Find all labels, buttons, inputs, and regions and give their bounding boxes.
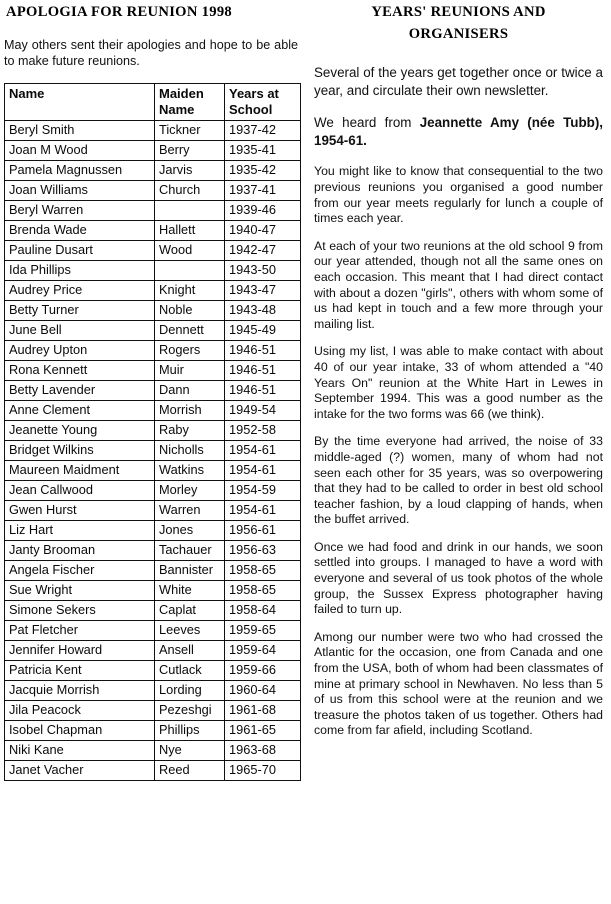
cell-maiden-name: Tickner — [155, 121, 225, 141]
story-paragraph: Among our number were two who had crossed the Atlantic for the occasion, one from Canada and one from the USA, both of whom had been classmates of mine at primary school in Newhaven. No less than 5 of us from this school were at the reunion and we treasure the photos taken of us together. Others had come from far afield, including Scotland. — [314, 629, 603, 738]
cell-name: Bridget Wilkins — [5, 441, 155, 461]
reunions-heading-line1: YEARS' REUNIONS AND — [371, 4, 546, 20]
column-header-maiden-line2: Name — [159, 102, 195, 118]
apologia-table-body — [5, 121, 301, 781]
cell-name: Audrey Price — [5, 281, 155, 301]
table-row — [5, 261, 301, 281]
cell-maiden-name: Leeves — [155, 621, 225, 641]
right-column — [306, 0, 611, 751]
cell-years-at-school: 1954-59 — [225, 481, 301, 501]
table-row — [5, 321, 301, 341]
cell-years-at-school: 1943-47 — [225, 281, 301, 301]
cell-maiden-name: Ansell — [155, 641, 225, 661]
cell-maiden-name: Hallett — [155, 221, 225, 241]
table-row — [5, 681, 301, 701]
story-paragraph: At each of your two reunions at the old school 9 from our year attended, though not all the same ones on each occasion. This meant that I had direct contact with about a dozen "girls", others with whom some of us had kept in touch and a few more through your mailing list. — [314, 238, 603, 331]
cell-maiden-name: Morley — [155, 481, 225, 501]
table-row — [5, 601, 301, 621]
cell-years-at-school: 1940-47 — [225, 221, 301, 241]
cell-maiden-name: Jones — [155, 521, 225, 541]
cell-name: Jeanette Young — [5, 421, 155, 441]
cell-name: Niki Kane — [5, 741, 155, 761]
cell-years-at-school: 1965-70 — [225, 761, 301, 781]
table-row — [5, 381, 301, 401]
table-row — [5, 161, 301, 181]
cell-years-at-school: 1952-58 — [225, 421, 301, 441]
cell-years-at-school: 1963-68 — [225, 741, 301, 761]
table-row — [5, 241, 301, 261]
table-row — [5, 201, 301, 221]
cell-maiden-name: Nye — [155, 741, 225, 761]
column-header-name: Name — [5, 84, 155, 121]
reunions-heading-line2: ORGANISERS — [408, 25, 509, 42]
table-row — [5, 121, 301, 141]
cell-years-at-school: 1959-65 — [225, 621, 301, 641]
table-row — [5, 761, 301, 781]
table-row — [5, 501, 301, 521]
cell-maiden-name: Berry — [155, 141, 225, 161]
column-header-years-at-school — [225, 84, 301, 121]
cell-maiden-name: Raby — [155, 421, 225, 441]
cell-maiden-name: Cutlack — [155, 661, 225, 681]
cell-years-at-school: 1939-46 — [225, 201, 301, 221]
table-row — [5, 721, 301, 741]
cell-name: Pat Fletcher — [5, 621, 155, 641]
cell-name: Angela Fischer — [5, 561, 155, 581]
table-row — [5, 521, 301, 541]
cell-maiden-name: Dann — [155, 381, 225, 401]
cell-years-at-school: 1943-50 — [225, 261, 301, 281]
cell-name: Gwen Hurst — [5, 501, 155, 521]
cell-maiden-name: Warren — [155, 501, 225, 521]
cell-name: Brenda Wade — [5, 221, 155, 241]
story-paragraph: Using my list, I was able to make contact with about 40 of our year intake, 33 of whom attended a "40 Years On" reunion at the White Hart in Lewes in September 1994. This was a good number as the intake for the two forms was 66 (we think). — [314, 344, 603, 421]
cell-name: Maureen Maidment — [5, 461, 155, 481]
table-row — [5, 341, 301, 361]
apologia-intro-paragraph: May others sent their apologies and hope to be able to make future reunions. — [4, 37, 298, 69]
cell-name: Beryl Smith — [5, 121, 155, 141]
table-row — [5, 541, 301, 561]
cell-maiden-name: Pezeshgi — [155, 701, 225, 721]
cell-maiden-name: Tachauer — [155, 541, 225, 561]
cell-years-at-school: 1946-51 — [225, 381, 301, 401]
story-paragraph: Once we had food and drink in our hands, we soon settled into groups. I managed to have a word with everyone and several of us took photos of the whole group, the Sussex Express photographer having failed to turn up. — [314, 539, 603, 617]
cell-maiden-name: Lording — [155, 681, 225, 701]
cell-years-at-school: 1954-61 — [225, 461, 301, 481]
reunions-intro-paragraph: Several of the years get together once or twice a year, and circulate their own newsletter. — [314, 64, 603, 98]
cell-maiden-name: Wood — [155, 241, 225, 261]
column-header-maiden-name — [155, 84, 225, 121]
table-row — [5, 661, 301, 681]
table-row — [5, 281, 301, 301]
cell-years-at-school: 1958-65 — [225, 581, 301, 601]
cell-name: Jennifer Howard — [5, 641, 155, 661]
left-column — [0, 0, 306, 781]
cell-years-at-school: 1956-61 — [225, 521, 301, 541]
cell-years-at-school: 1949-54 — [225, 401, 301, 421]
cell-years-at-school: 1946-51 — [225, 341, 301, 361]
table-row — [5, 441, 301, 461]
cell-name: Simone Sekers — [5, 601, 155, 621]
cell-name: Janet Vacher — [5, 761, 155, 781]
cell-years-at-school: 1960-64 — [225, 681, 301, 701]
table-row — [5, 361, 301, 381]
apologia-heading: APOLOGIA FOR REUNION 1998 — [6, 4, 233, 20]
cell-maiden-name: White — [155, 581, 225, 601]
cell-years-at-school: 1959-64 — [225, 641, 301, 661]
cell-name: Beryl Warren — [5, 201, 155, 221]
cell-name: Anne Clement — [5, 401, 155, 421]
cell-years-at-school: 1946-51 — [225, 361, 301, 381]
cell-maiden-name: Bannister — [155, 561, 225, 581]
story-paragraph: By the time everyone had arrived, the noise of 33 middle-aged (?) women, many of whom had not seen each other for 35 years, was so overpowering that they had to be called to order in best old school teacher fashion, by a loud clapping of hands, when the buffet arrived. — [314, 434, 603, 527]
cell-name: Patricia Kent — [5, 661, 155, 681]
table-row — [5, 621, 301, 641]
table-row — [5, 221, 301, 241]
cell-name: Isobel Chapman — [5, 721, 155, 741]
cell-maiden-name: Morrish — [155, 401, 225, 421]
table-row — [5, 181, 301, 201]
reunion-story-paragraphs — [314, 164, 603, 739]
cell-maiden-name: Knight — [155, 281, 225, 301]
cell-years-at-school: 1961-68 — [225, 701, 301, 721]
cell-maiden-name: Jarvis — [155, 161, 225, 181]
cell-maiden-name — [155, 201, 225, 221]
table-row — [5, 301, 301, 321]
cell-name: Joan Williams — [5, 181, 155, 201]
cell-maiden-name: Watkins — [155, 461, 225, 481]
cell-years-at-school: 1958-65 — [225, 561, 301, 581]
cell-name: Rona Kennett — [5, 361, 155, 381]
cell-maiden-name: Muir — [155, 361, 225, 381]
cell-maiden-name: Phillips — [155, 721, 225, 741]
cell-years-at-school: 1954-61 — [225, 441, 301, 461]
cell-name: Pauline Dusart — [5, 241, 155, 261]
cell-years-at-school: 1935-42 — [225, 161, 301, 181]
table-row — [5, 741, 301, 761]
cell-name: Ida Phillips — [5, 261, 155, 281]
cell-years-at-school: 1959-66 — [225, 661, 301, 681]
cell-years-at-school: 1937-42 — [225, 121, 301, 141]
table-row — [5, 641, 301, 661]
column-header-maiden-line1: Maiden — [159, 86, 204, 102]
cell-name: Jila Peacock — [5, 701, 155, 721]
column-header-years-line1: Years at — [229, 86, 279, 102]
table-row — [5, 581, 301, 601]
cell-name: Liz Hart — [5, 521, 155, 541]
cell-name: June Bell — [5, 321, 155, 341]
cell-maiden-name — [155, 261, 225, 281]
cell-maiden-name: Nicholls — [155, 441, 225, 461]
table-header-row — [5, 84, 301, 121]
cell-years-at-school: 1958-64 — [225, 601, 301, 621]
cell-name: Jacquie Morrish — [5, 681, 155, 701]
cell-name: Audrey Upton — [5, 341, 155, 361]
cell-name: Sue Wright — [5, 581, 155, 601]
cell-name: Betty Lavender — [5, 381, 155, 401]
table-row — [5, 401, 301, 421]
table-row — [5, 481, 301, 501]
cell-name: Pamela Magnussen — [5, 161, 155, 181]
cell-years-at-school: 1937-41 — [225, 181, 301, 201]
cell-maiden-name: Dennett — [155, 321, 225, 341]
heard-from-paragraph — [314, 114, 603, 150]
cell-name: Betty Turner — [5, 301, 155, 321]
apologia-table — [4, 83, 301, 781]
cell-maiden-name: Noble — [155, 301, 225, 321]
cell-years-at-school: 1945-49 — [225, 321, 301, 341]
cell-years-at-school: 1943-48 — [225, 301, 301, 321]
table-row — [5, 561, 301, 581]
cell-maiden-name: Caplat — [155, 601, 225, 621]
cell-maiden-name: Church — [155, 181, 225, 201]
cell-name: Janty Brooman — [5, 541, 155, 561]
story-paragraph: You might like to know that consequential to the two previous reunions you organised a good number from our year meets regularly for lunch a couple of times each year. — [314, 164, 603, 226]
table-row — [5, 461, 301, 481]
cell-name: Joan M Wood — [5, 141, 155, 161]
heard-from-prefix: We heard from — [314, 115, 420, 130]
table-row — [5, 701, 301, 721]
table-row — [5, 421, 301, 441]
cell-maiden-name: Reed — [155, 761, 225, 781]
cell-years-at-school: 1942-47 — [225, 241, 301, 261]
cell-years-at-school: 1961-65 — [225, 721, 301, 741]
table-row — [5, 141, 301, 161]
cell-years-at-school: 1954-61 — [225, 501, 301, 521]
cell-years-at-school: 1956-63 — [225, 541, 301, 561]
cell-name: Jean Callwood — [5, 481, 155, 501]
heard-from-name: Jeannette Amy (née Tubb), 1954-61. — [314, 115, 603, 149]
column-header-years-line2: School — [229, 102, 273, 118]
cell-maiden-name: Rogers — [155, 341, 225, 361]
cell-years-at-school: 1935-41 — [225, 141, 301, 161]
